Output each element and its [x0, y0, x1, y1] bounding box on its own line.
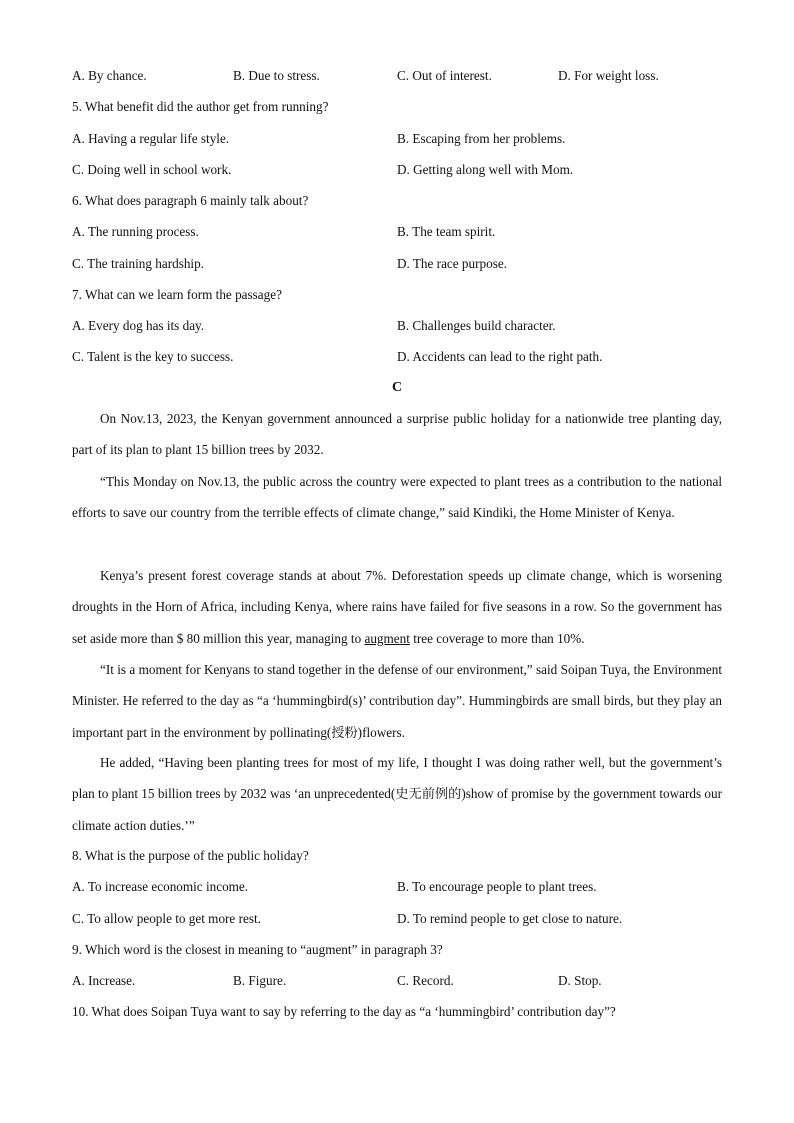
q8-option-a: A. To increase economic income.	[72, 879, 249, 894]
q8-option-c: C. To allow people to get more rest.	[72, 911, 261, 926]
passage-paragraph-1: On Nov.13, 2023, the Kenyan government announced a surprise public holiday for a nationwide tree planting day, part of its plan to plant 15 billion trees by 2032.	[72, 411, 722, 458]
q8-option-d: D. To remind people to get close to nature.	[397, 911, 623, 926]
q9-option-b: B. Figure.	[233, 973, 287, 988]
q10-stem: 10. What does Soipan Tuya want to say by referring to the day as “a ‘hummingbird’ contribution day”?	[72, 1004, 616, 1019]
q6-stem: 6. What does paragraph 6 mainly talk about?	[72, 193, 309, 208]
q9-stem: 9. Which word is the closest in meaning to “augment” in paragraph 3?	[72, 942, 443, 957]
q8-stem: 8. What is the purpose of the public holiday?	[72, 848, 309, 863]
underlined-word-augment: augment	[364, 630, 410, 646]
q9-option-d: D. Stop.	[558, 973, 602, 988]
q5-option-d: D. Getting along well with Mom.	[397, 162, 574, 177]
q5-option-a: A. Having a regular life style.	[72, 131, 230, 146]
paragraph-3-text-end: tree coverage to more than 10%.	[409, 630, 585, 646]
section-title: C	[391, 380, 403, 395]
q7-option-a: A. Every dog has its day.	[72, 318, 205, 333]
q4-option-a: A. By chance.	[72, 68, 147, 83]
passage-paragraph-5: He added, “Having been planting trees for most of my life, I thought I was doing rather well, but the government’s plan to plant 15 billion trees by 2032 was ‘an unprecedented(史无前例的)show of promise by the government towards our climate action duties.’”	[72, 755, 722, 833]
q7-option-b: B. Challenges build character.	[397, 318, 556, 333]
q9-option-a: A. Increase.	[72, 973, 136, 988]
passage-paragraph-2: “This Monday on Nov.13, the public across the country were expected to plant trees as a contribution to the national efforts to save our country from the terrible effects of climate change,” said Kindiki, the Home Minister of Kenya.	[72, 474, 722, 521]
passage-paragraph-4: “It is a moment for Kenyans to stand together in the defense of our environment,” said Soipan Tuya, the Environment Minister. He referred to the day as “a ‘hummingbird(s)’ contribution day”. Hummingbirds are small birds, but they play an important part in the environment by pollinating(授粉)flowers.	[72, 662, 722, 740]
q7-option-c: C. Talent is the key to success.	[72, 349, 234, 364]
q6-option-d: D. The race purpose.	[397, 256, 507, 271]
q4-option-b: B. Due to stress.	[233, 68, 320, 83]
q6-option-c: C. The training hardship.	[72, 256, 204, 271]
q8-option-b: B. To encourage people to plant trees.	[397, 879, 597, 894]
q7-option-d: D. Accidents can lead to the right path.	[397, 349, 603, 364]
q6-option-b: B. The team spirit.	[397, 224, 496, 239]
q4-option-d: D. For weight loss.	[558, 68, 659, 83]
q7-stem: 7. What can we learn form the passage?	[72, 287, 282, 302]
q5-stem: 5. What benefit did the author get from running?	[72, 99, 329, 114]
q5-option-b: B. Escaping from her problems.	[397, 131, 566, 146]
q6-option-a: A. The running process.	[72, 224, 199, 239]
passage-paragraph-3	[72, 560, 722, 654]
q5-option-c: C. Doing well in school work.	[72, 162, 232, 177]
q9-option-c: C. Record.	[397, 973, 454, 988]
paragraph-3-text-start: Kenya’s present forest coverage stands at about 7%. Deforestation speeds up climate change, which is worsening droughts in the Horn of Africa, including Kenya, where rains have failed for five seasons in a row. So the government has set aside more than $ 80 million this year, managing to	[72, 568, 722, 646]
q4-option-c: C. Out of interest.	[397, 68, 492, 83]
